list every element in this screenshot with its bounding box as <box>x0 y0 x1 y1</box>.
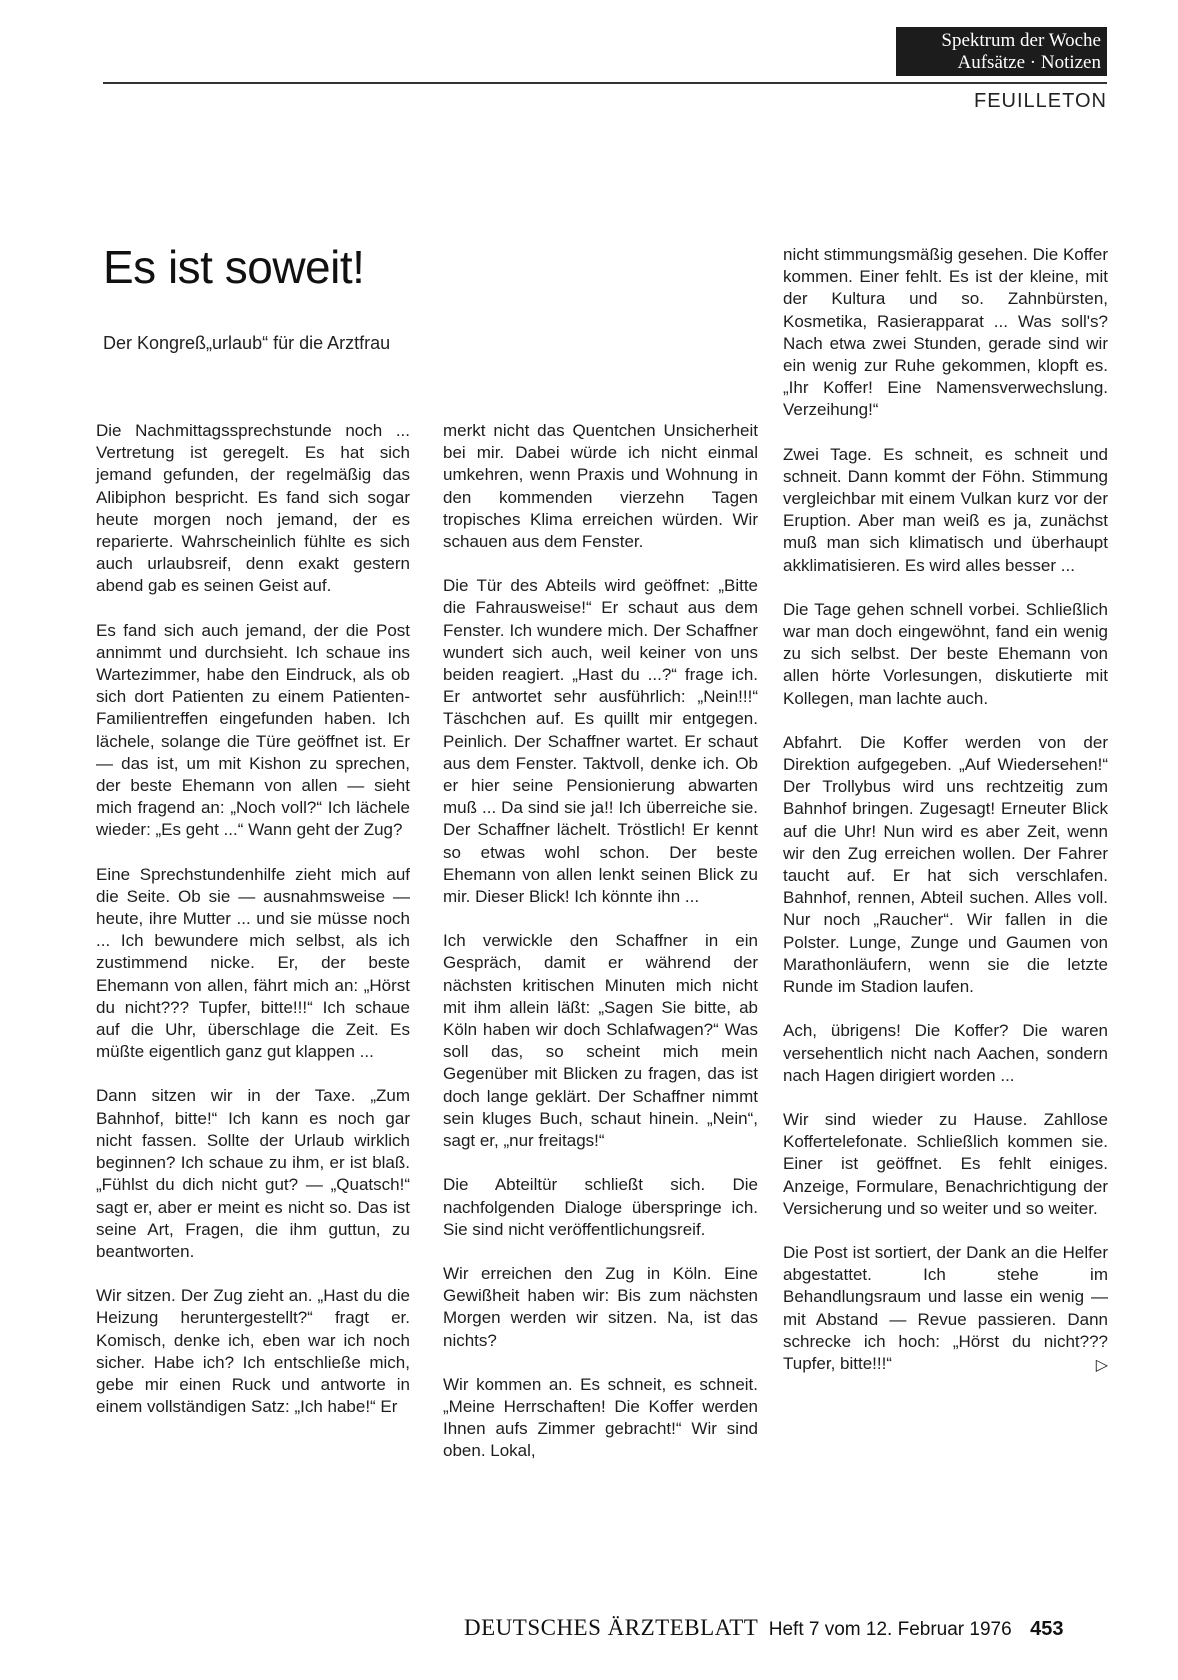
paragraph: merkt nicht das Quentchen Unsicherheit bei mir. Dabei würde ich nicht einmal umkehren, wenn Praxis und Wohnung in den kommenden vierzehn Tagen tropisches Klima erreichen würden. Wir schauen aus dem Fenster. <box>443 421 758 552</box>
paragraph: Dann sitzen wir in der Taxe. „Zum Bahnhof, bitte!“ Ich kann es noch gar nicht fassen. Sollte der Urlaub wirklich beginnen? Ich schaue zu ihm, er ist blaß. „Fühlst du dich nicht gut? — „Quatsch!“ sagt er, aber er meint es nicht so. Das ist seine Art, Fragen, die ihm guttun, zu beantworten. <box>96 1086 410 1261</box>
article-title: Es ist soweit! <box>103 241 365 293</box>
badge-line-2: Aufsätze · Notizen <box>957 52 1101 73</box>
paragraph: Die Tage gehen schnell vorbei. Schließlich war man doch eingewöhnt, fand ein wenig zu sich selbst. Der beste Ehemann von allen hörte Vorlesungen, diskutierte mit Kollegen, man lachte auch. <box>783 599 1108 708</box>
page-footer <box>464 1615 1064 1641</box>
page-number: 453 <box>1030 1618 1064 1640</box>
text-column-3 <box>783 244 1108 1397</box>
paragraph-last <box>783 1242 1108 1375</box>
header-rule <box>103 82 1107 84</box>
paragraph: Abfahrt. Die Koffer werden von der Direktion aufgegeben. „Auf Wiedersehen!“ Der Trollybus wird uns rechtzeitig zum Bahnhof bringen. Zugesagt! Erneuter Blick auf die Uhr! Nun wird es aber Zeit, wenn wir den Zug erreichen wollen. Der Fahrer taucht auf. Er hat sich verschlafen. Bahnhof, rennen, Abteil suchen. Alles voll. Nur noch „Raucher“. Wir fallen in die Polster. Lunge, Zunge und Gaumen von Marathonläufern, wenn sie die letzte Runde im Stadion laufen. <box>783 732 1108 997</box>
paragraph: nicht stimmungsmäßig gesehen. Die Koffer kommen. Einer fehlt. Es ist der kleine, mit der Kultura und so. Zahnbürsten, Kosmetika, Rasierapparat ... Was soll's? Nach etwa zwei Stunden, gerade sind wir ein wenig zur Ruhe gekommen, klopft es. „Ihr Koffer! Eine Namensverwechslung. Verzeihung!“ <box>783 245 1108 420</box>
journal-name: DEUTSCHES ÄRZTEBLATT <box>464 1615 759 1640</box>
issue-info: Heft 7 vom 12. Februar 1976 <box>768 1619 1012 1640</box>
paragraph: Ich verwickle den Schaffner in ein Gespräch, damit er während der nächsten kritischen Minuten mich nicht mit ihm allein läßt: „Sagen Sie bitte, ab Köln haben wir doch Schlafwagen?“ Was soll das, so scheint mich mein Gegenüber mit Blicken zu fragen, das ist doch lange geklärt. Der Schaffner nimmt sein kluges Buch, schaut hinein. „Nein“, sagt er, „nur freitags!“ <box>443 931 758 1151</box>
section-badge <box>896 27 1107 76</box>
paragraph: Wir kommen an. Es schneit, es schneit. „Meine Herrschaften! Die Koffer werden Ihnen aufs Zimmer gebracht!“ Wir sind oben. Lokal, <box>443 1374 758 1461</box>
paragraph: Wir erreichen den Zug in Köln. Eine Gewißheit haben wir: Bis zum nächsten Morgen werden wir sitzen. Na, ist das nichts? <box>443 1263 758 1350</box>
paragraph: Die Nachmittagssprechstunde noch ... Vertretung ist geregelt. Es hat sich jemand gefunden, der regelmäßig das Alibiphon bespricht. Es fand sich sogar heute morgen noch jemand, der es reparierte. Wahrscheinlich fühlte es sich auch urlaubsreif, denn exakt gestern abend gab es seinen Geist auf. <box>96 421 410 596</box>
article-subtitle: Der Kongreß„urlaub“ für die Arztfrau <box>103 333 391 353</box>
paragraph: Die Tür des Abteils wird geöffnet: „Bitte die Fahrausweise!“ Er schaut aus dem Fenster. Ich wundere mich. Der Schaffner wundert sich auch, weil keiner von uns beiden reagiert. „Hast du ...?“ frage ich. Er antwortet sehr ausführlich: „Nein!!!“ Täschchen auf. Es quillt mir entgegen. Peinlich. Der Schaffner wartet. Er schaut aus dem Fenster. Taktvoll, denke ich. Ob er hier seine Pensionierung abwarten muß ... Da sind sie ja!! Ich überreiche sie. Der Schaffner lächelt. Tröstlich! Er kennt so etwas wohl schon. Der beste Ehemann von allen lenkt seinen Blick zu mir. Dieser Blick! Ich könnte ihn ... <box>443 576 758 907</box>
paragraph: Es fand sich auch jemand, der die Post annimmt und durchsieht. Ich schaue ins Wartezimmer, habe den Eindruck, als ob sich dort Patienten zu einem Patienten-Familientreffen eingefunden haben. Ich lächele, solange die Türe geöffnet ist. Er — das ist, um mit Kishon zu sprechen, der beste Ehemann von allen — sieht mich fragend an: „Noch voll?“ Ich lächele wieder: „Es geht ...“ Wann geht der Zug? <box>96 620 410 840</box>
paragraph-text: Die Post ist sortiert, der Dank an die Helfer abgestattet. Ich stehe im Behandlungsraum und lasse ein wenig — mit Abstand — Revue passieren. Dann schrecke ich hoch: „Hörst du nicht??? Tupfer, bitte!!!“ <box>783 1242 1108 1373</box>
paragraph: Wir sind wieder zu Hause. Zahllose Koffertelefonate. Schließlich kommen sie. Einer ist geöffnet. Es fehlt einiges. Anzeige, Formulare, Benachrichtigung der Versicherung und so weiter und so weiter. <box>783 1109 1108 1218</box>
badge-line-1: Spektrum der Woche <box>941 30 1101 51</box>
end-mark-icon: ▷ <box>1095 1356 1108 1374</box>
paragraph: Die Abteiltür schließt sich. Die nachfolgenden Dialoge überspringe ich. Sie sind nicht veröffentlichungsreif. <box>443 1175 758 1239</box>
paragraph: Ach, übrigens! Die Koffer? Die waren versehentlich nicht nach Aachen, sondern nach Hagen dirigiert worden ... <box>783 1021 1108 1085</box>
text-column-2 <box>443 420 758 1485</box>
paragraph: Eine Sprechstundenhilfe zieht mich auf die Seite. Ob sie — ausnahmsweise — heute, ihre Mutter ... und sie müsse noch ... Ich bewundere mich selbst, als ich zustimmend nicke. Er, der beste Ehemann von allen, fährt mich an: „Hörst du nicht??? Tupfer, bitte!!!“ Ich schaue auf die Uhr, überschlage die Zeit. Es müßte eigentlich ganz gut klappen ... <box>96 864 410 1062</box>
paragraph: Wir sitzen. Der Zug zieht an. „Hast du die Heizung heruntergestellt?“ fragt er. Komisch, denke ich, eben war ich noch sicher. Habe ich? Ich entschließe mich, gebe mir einen Ruck und antworte in einem vollständigen Satz: „Ich habe!“ Er <box>96 1286 410 1417</box>
text-column-1 <box>96 420 410 1440</box>
section-label: FEUILLETON <box>974 90 1107 112</box>
paragraph: Zwei Tage. Es schneit, es schneit und schneit. Dann kommt der Föhn. Stimmung vergleichbar mit einem Vulkan kurz vor der Eruption. Aber man weiß es ja, zunächst muß man sich klimatisch und überhaupt akklimatisieren. Es wird alles besser ... <box>783 444 1108 575</box>
